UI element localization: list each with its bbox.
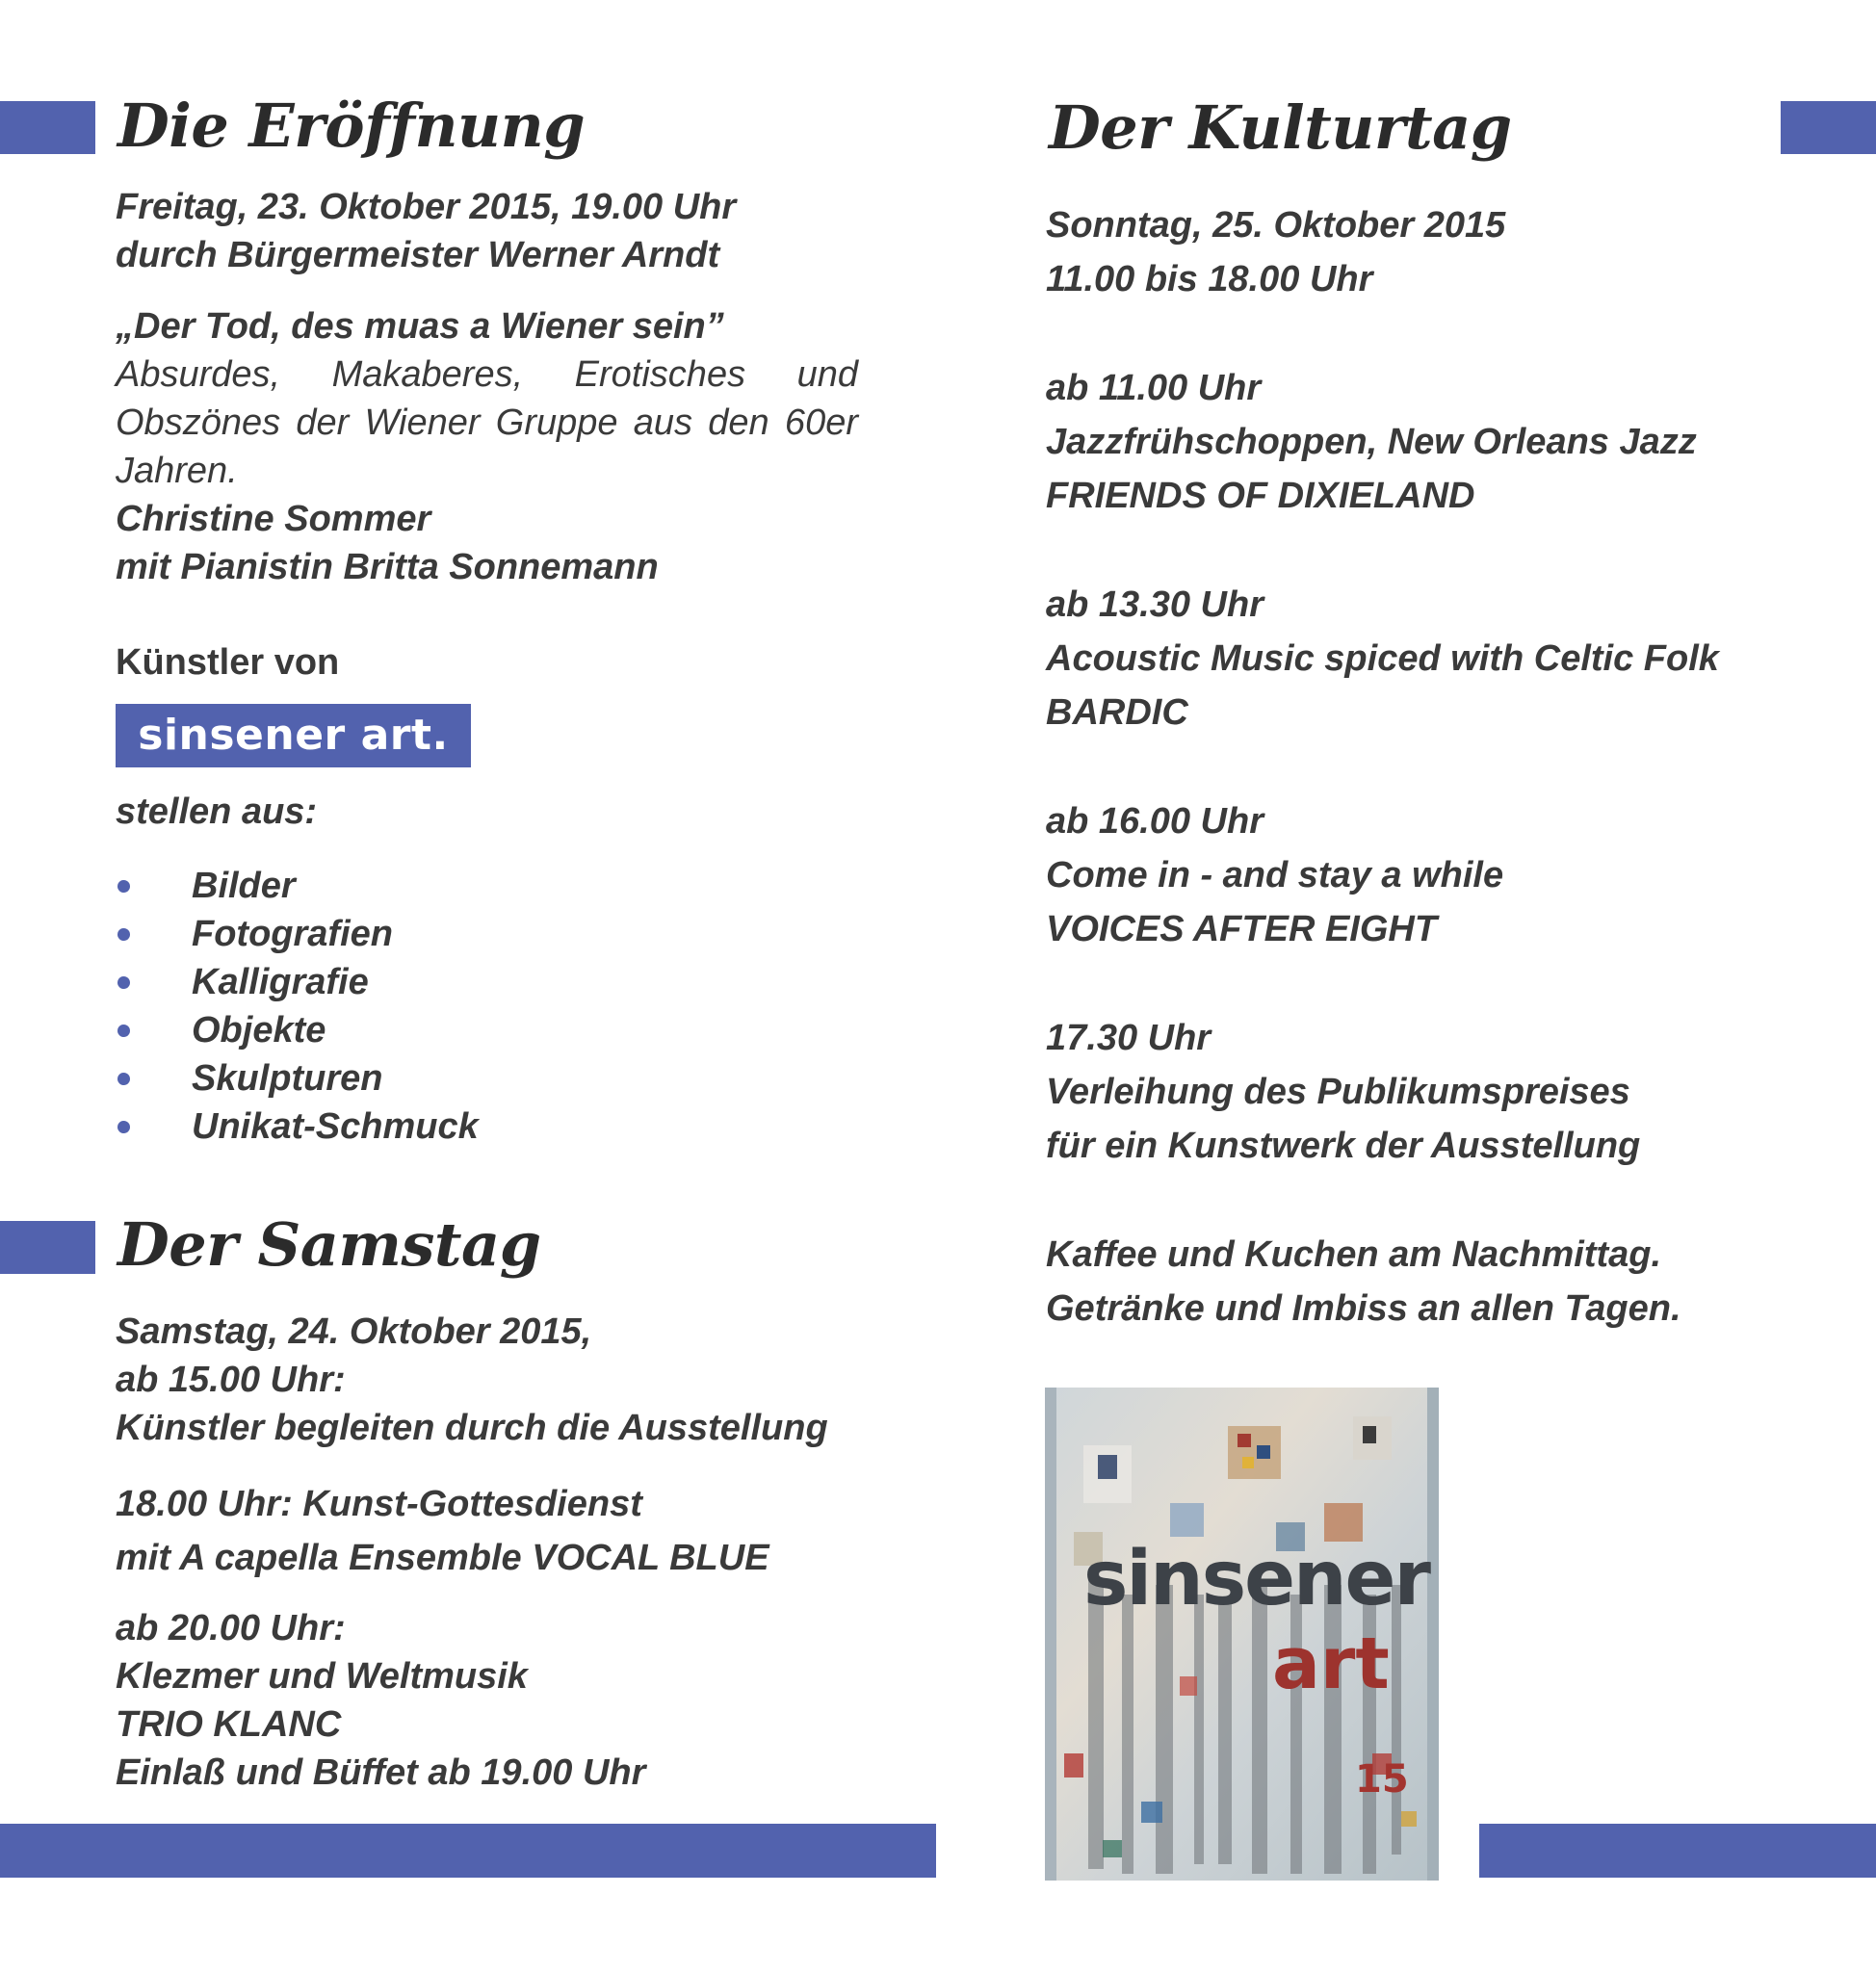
saturday-time2: 18.00 Uhr: Kunst-Gottesdienst	[116, 1484, 642, 1524]
culture-day-heading: Der Kulturtag	[1049, 92, 1512, 163]
bullet-icon	[117, 976, 130, 989]
bullet-icon	[117, 1073, 130, 1085]
note-coffee: Kaffee und Kuchen am Nachmittag.	[1046, 1234, 1662, 1275]
saturday-time1: ab 15.00 Uhr:	[116, 1360, 346, 1400]
culture-day-hours: 11.00 bis 18.00 Uhr	[1046, 259, 1373, 299]
saturday-date: Samstag, 24. Oktober 2015,	[116, 1311, 592, 1352]
event-time: ab 11.00 Uhr	[1046, 368, 1262, 408]
bullet-icon	[117, 1121, 130, 1133]
event-line2: FRIENDS OF DIXIELAND	[1046, 476, 1475, 516]
opening-heading: Die Eröffnung	[117, 91, 586, 161]
bullet-icon	[117, 928, 130, 941]
event-time: ab 16.00 Uhr	[1046, 801, 1264, 842]
opening-quote-title: „Der Tod, des muas a Wiener sein”	[116, 306, 724, 347]
accent-bar-bottom-left	[0, 1824, 936, 1878]
accent-bar-top-right	[1781, 101, 1876, 154]
accent-bar-mid-left	[0, 1221, 95, 1274]
event-line2: für ein Kunstwerk der Ausstellung	[1046, 1126, 1641, 1166]
saturday-time3-line1: Klezmer und Weltmusik	[116, 1656, 528, 1697]
culture-day-date: Sonntag, 25. Oktober 2015	[1046, 205, 1506, 246]
brand-badge: sinsener art.	[116, 704, 471, 767]
saturday-time2-text: mit A capella Ensemble VOCAL BLUE	[116, 1538, 769, 1578]
painting-number: 15	[1355, 1757, 1409, 1802]
event-time: ab 13.30 Uhr	[1046, 584, 1264, 625]
saturday-time3: ab 20.00 Uhr:	[116, 1608, 346, 1648]
note-drinks: Getränke und Imbiss an allen Tagen.	[1046, 1288, 1681, 1329]
event-line2: BARDIC	[1046, 692, 1188, 733]
event-line1: Come in - and stay a while	[1046, 855, 1504, 895]
event-line1: Verleihung des Publikumspreises	[1046, 1072, 1630, 1112]
saturday-time1-text: Künstler begleiten durch die Ausstellung	[116, 1408, 828, 1448]
bullet-icon	[117, 1025, 130, 1037]
accent-bar-top-left	[0, 101, 95, 154]
artists-intro: Künstler von	[116, 642, 340, 683]
painting-word-sinsener: sinsener	[1083, 1536, 1429, 1622]
saturday-heading: Der Samstag	[117, 1209, 541, 1280]
bullet-icon	[117, 880, 130, 893]
opening-description: Absurdes, Makaberes, Erotisches und Obszönes der Wiener Gruppe aus den 60er Jahren.	[116, 354, 858, 491]
event-line1: Acoustic Music spiced with Celtic Folk	[1046, 638, 1719, 679]
opening-date: Freitag, 23. Oktober 2015, 19.00 Uhr	[116, 187, 737, 227]
artwork-painting	[1045, 1388, 1439, 1881]
saturday-time3-line2: TRIO KLANC	[116, 1704, 342, 1745]
accent-bar-bottom-right	[1479, 1824, 1876, 1878]
event-line2: VOICES AFTER EIGHT	[1046, 909, 1438, 949]
opening-by: durch Bürgermeister Werner Arndt	[116, 235, 720, 275]
exhibit-intro: stellen aus:	[116, 791, 318, 832]
painting-word-art: art	[1272, 1622, 1390, 1705]
opening-performer-with: mit Pianistin Britta Sonnemann	[116, 547, 659, 587]
saturday-time3-line3: Einlaß und Büffet ab 19.00 Uhr	[116, 1752, 646, 1793]
event-time: 17.30 Uhr	[1046, 1018, 1212, 1058]
event-line1: Jazzfrühschoppen, New Orleans Jazz	[1046, 422, 1697, 462]
opening-performer: Christine Sommer	[116, 499, 431, 539]
